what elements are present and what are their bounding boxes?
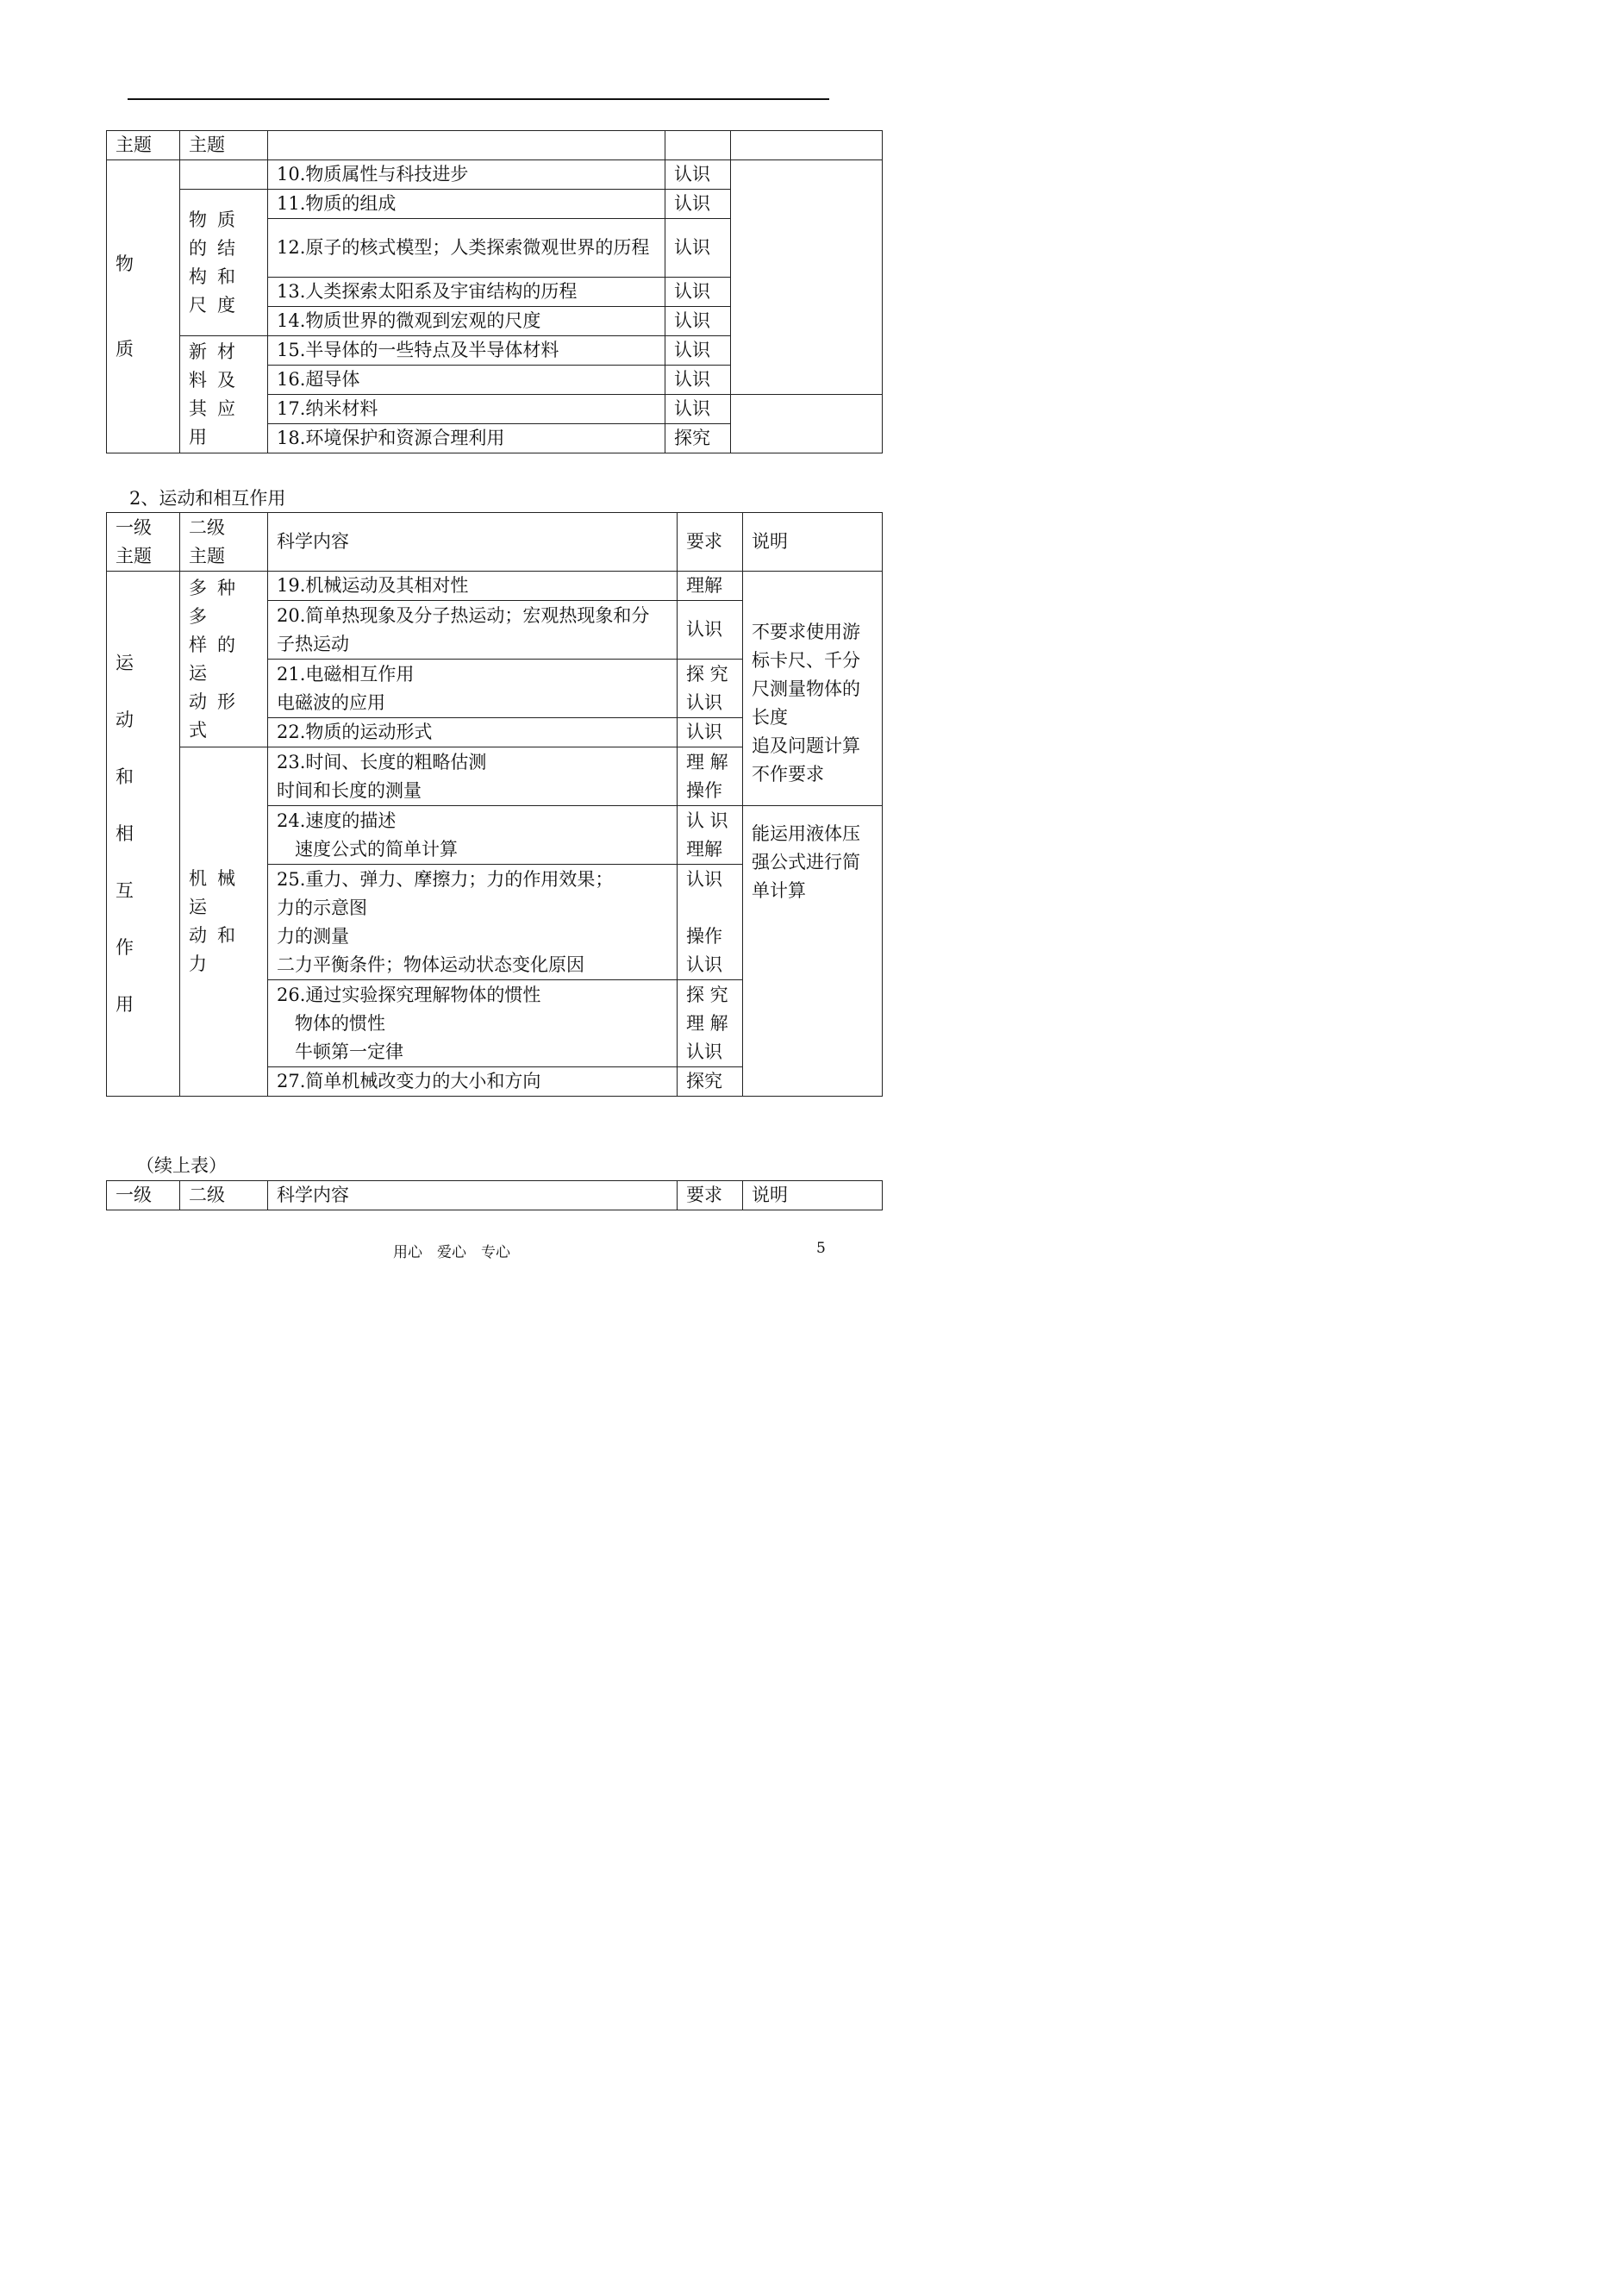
note-line: 能运用液体压 (752, 823, 860, 844)
content-line: 23.时间、长度的粗略估测 (277, 751, 487, 772)
content-line: 25.重力、弹力、摩擦力；力的作用效果； (277, 868, 614, 890)
header-level1-line: 一级 (116, 516, 152, 538)
header-content (268, 131, 665, 160)
content-cell: 14.物质世界的微观到宏观的尺度 (268, 307, 665, 336)
table-header-row (107, 131, 883, 160)
header-level1-line: 主题 (116, 545, 152, 566)
content-cell: 12.原子的核式模型；人类探索微观世界的历程 (268, 219, 665, 278)
req-cell: 认识 (665, 278, 731, 307)
req-line: 探究 (686, 1071, 722, 1091)
level1-char: 作 (116, 937, 134, 958)
content-cell (268, 601, 678, 660)
req-cell (678, 718, 743, 747)
note-line: 长度 (752, 706, 788, 728)
content-cell (268, 980, 678, 1067)
req-line: 认识 (686, 954, 722, 975)
content-line: 电磁波的应用 (277, 691, 385, 713)
header-level2-line: 主题 (189, 545, 225, 566)
req-line: 理解 (686, 575, 722, 596)
content-line: 19.机械运动及其相对性 (277, 575, 469, 596)
group-label-empty (180, 160, 268, 190)
req-cell: 认识 (665, 336, 731, 366)
level1-char: 动 (116, 710, 134, 730)
req-line: 理 解 (686, 1012, 728, 1034)
level1-char: 质 (116, 338, 134, 360)
content-line: 牛顿第一定律 (277, 1041, 403, 1062)
level1-char: 物 (116, 253, 134, 274)
header-note: 说明 (743, 513, 883, 572)
content-cell (268, 718, 678, 747)
table-matter (106, 130, 883, 453)
table-row (107, 572, 883, 601)
req-line: 操作 (686, 779, 722, 801)
req-line: 认识 (686, 722, 722, 742)
header-req (665, 131, 731, 160)
table-header-row (107, 513, 883, 572)
level1-char: 用 (116, 994, 134, 1015)
content-line: 时间和长度的测量 (277, 779, 422, 801)
content-cell: 17.纳米材料 (268, 395, 665, 424)
req-cell: 认识 (665, 160, 731, 190)
note-line: 标卡尺、千分 (752, 649, 860, 671)
header-level2-line: 二级 (189, 516, 225, 538)
content-cell (268, 865, 678, 980)
group-label-line: 动和力 (189, 925, 246, 974)
content-line: 物体的惯性 (277, 1012, 385, 1034)
group-label-line: 动形式 (189, 691, 246, 741)
header-level1 (107, 513, 180, 572)
group-label-line: 样的运 (189, 634, 246, 684)
req-cell: 探究 (665, 424, 731, 453)
content-cell (268, 660, 678, 718)
header-level2 (180, 513, 268, 572)
req-cell: 认识 (665, 366, 731, 395)
req-cell (678, 980, 743, 1067)
content-cell (268, 572, 678, 601)
content-cell: 18.环境保护和资源合理利用 (268, 424, 665, 453)
level1-char: 和 (116, 766, 134, 787)
note-line: 不作要求 (752, 763, 824, 785)
content-cell: 10.物质属性与科技进步 (268, 160, 665, 190)
req-line (686, 894, 734, 922)
content-cell: 11.物质的组成 (268, 190, 665, 219)
req-line: 探 究 (686, 984, 728, 1005)
req-line: 理 解 (686, 751, 728, 772)
note-cell (731, 160, 883, 395)
req-line: 认 识 (686, 810, 728, 831)
level1-cell (107, 160, 180, 453)
req-line: 认识 (686, 1041, 722, 1062)
table-header-row (107, 1181, 883, 1210)
level1-char: 运 (116, 653, 134, 673)
header-req: 要求 (678, 513, 743, 572)
req-cell (678, 806, 743, 865)
group-label-materials: 新材料及其应用 (180, 336, 268, 453)
header-level1: 一级 (107, 1181, 180, 1210)
page-number: 5 (816, 1240, 826, 1257)
note-line: 追及问题计算 (752, 735, 860, 756)
header-rule (128, 98, 829, 100)
req-cell: 认识 (665, 219, 731, 278)
content-line: 子热运动 (277, 633, 349, 654)
req-line: 认识 (686, 691, 722, 713)
req-cell: 认识 (665, 395, 731, 424)
note-line: 强公式进行简 (752, 852, 860, 872)
note-cell-a (743, 572, 883, 806)
level1-char: 互 (116, 880, 134, 901)
header-level2: 二级 (180, 1181, 268, 1210)
level1-char: 相 (116, 823, 134, 844)
req-cell (678, 572, 743, 601)
table-motion (106, 512, 883, 1097)
group-label-forms (180, 572, 268, 747)
header-note: 说明 (743, 1181, 883, 1210)
req-line: 探 究 (686, 663, 728, 685)
note-line: 尺测量物体的 (752, 678, 860, 699)
group-label-line: 多种多 (189, 577, 246, 627)
header-content: 科学内容 (268, 513, 678, 572)
content-line: 力的测量 (277, 925, 349, 947)
req-cell (678, 865, 743, 980)
content-line: 二力平衡条件；物体运动状态变化原因 (277, 954, 584, 975)
header-req: 要求 (678, 1181, 743, 1210)
req-cell (678, 601, 743, 660)
header-note (731, 131, 883, 160)
req-cell (678, 1067, 743, 1097)
req-cell: 认识 (665, 307, 731, 336)
header-content: 科学内容 (268, 1181, 678, 1210)
header-level2: 主题 (180, 131, 268, 160)
note-line: 不要求使用游 (752, 621, 860, 642)
table-continued (106, 1180, 883, 1210)
continuation-title: （续上表） (136, 1155, 227, 1176)
content-line: 22.物质的运动形式 (277, 722, 433, 742)
note-cell (731, 395, 883, 453)
content-line: 20.简单热现象及分子热运动；宏观热现象和分 (277, 604, 650, 626)
req-line: 操作 (686, 925, 722, 947)
content-line: 速度公式的简单计算 (277, 838, 458, 860)
content-line: 27.简单机械改变力的大小和方向 (277, 1071, 541, 1091)
level1-cell (107, 572, 180, 1097)
content-cell: 15.半导体的一些特点及半导体材料 (268, 336, 665, 366)
req-line: 理解 (686, 838, 722, 860)
group-label-structure: 物质的结构和尺度 (180, 190, 268, 336)
content-cell: 16.超导体 (268, 366, 665, 395)
content-line: 力的示意图 (277, 897, 367, 918)
req-cell (678, 747, 743, 806)
footer-motto: 用心 爱心 专心 (393, 1244, 510, 1261)
content-cell (268, 806, 678, 865)
content-cell: 13.人类探索太阳系及宇宙结构的历程 (268, 278, 665, 307)
req-line: 认识 (686, 619, 722, 640)
req-cell: 认识 (665, 190, 731, 219)
note-cell-b (743, 806, 883, 1097)
req-line: 认识 (686, 868, 722, 890)
content-cell (268, 747, 678, 806)
group-label-line: 机械运 (189, 868, 246, 917)
table-row (107, 160, 883, 190)
section-title: 2、运动和相互作用 (129, 488, 286, 509)
content-cell (268, 1067, 678, 1097)
content-line: 26.通过实验探究理解物体的惯性 (277, 984, 541, 1005)
group-label-mechanics (180, 747, 268, 1097)
req-cell (678, 660, 743, 718)
content-line: 21.电磁相互作用 (277, 663, 415, 685)
content-line: 24.速度的描述 (277, 810, 397, 831)
note-line: 单计算 (752, 880, 806, 901)
header-level1: 主题 (107, 131, 180, 160)
